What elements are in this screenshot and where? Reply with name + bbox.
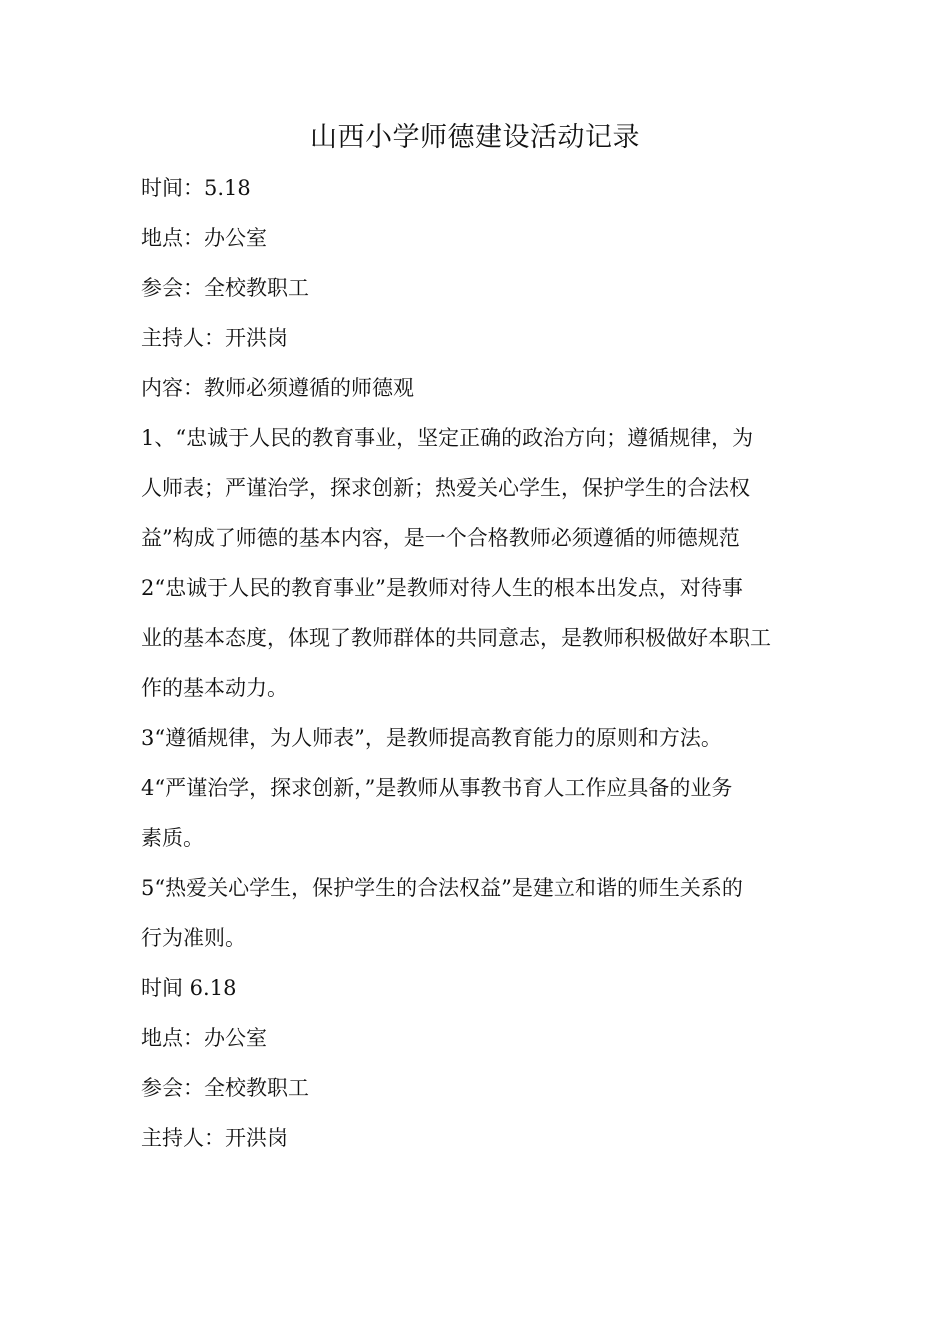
meeting2-time: 时间 6.18 <box>141 976 237 1000</box>
meeting2-host: 主持人：开洪岗 <box>141 1126 288 1150</box>
paragraph-line: 益”构成了师德的基本内容，是一个合格教师必须遵循的师德规范 <box>141 526 740 550</box>
paragraph-line: 素质。 <box>141 826 204 850</box>
paragraph-line: 2“忠诚于人民的教育事业”是教师对待人生的根本出发点，对待事 <box>141 576 743 600</box>
paragraph-line: 1、“忠诚于人民的教育事业，坚定正确的政治方向；遵循规律，为 <box>141 426 754 450</box>
meeting1-host: 主持人：开洪岗 <box>141 326 288 350</box>
meeting2-attendees: 参会：全校教职工 <box>141 1076 309 1100</box>
meeting2-location: 地点：办公室 <box>141 1026 267 1050</box>
paragraph-line: 人师表；严谨治学，探求创新；热爱关心学生，保护学生的合法权 <box>141 476 750 500</box>
paragraph-line: 3“遵循规律，为人师表”，是教师提高教育能力的原则和方法。 <box>141 726 722 750</box>
document-body <box>141 172 813 1172</box>
paragraph-line: 业的基本态度，体现了教师群体的共同意志，是教师积极做好本职工 <box>141 626 771 650</box>
meeting1-attendees: 参会：全校教职工 <box>141 276 309 300</box>
paragraph-line: 行为准则。 <box>141 926 246 950</box>
meeting1-location: 地点：办公室 <box>141 226 267 250</box>
paragraph-line: 5“热爱关心学生，保护学生的合法权益”是建立和谐的师生关系的 <box>141 876 743 900</box>
paragraph-line: 4“严谨治学，探求创新，”是教师从事教书育人工作应具备的业务 <box>141 776 733 800</box>
meeting1-content: 内容：教师必须遵循的师德观 <box>141 376 414 400</box>
meeting1-time: 时间：5.18 <box>141 176 251 200</box>
paragraph-line: 作的基本动力。 <box>141 676 288 700</box>
document-title: 山西小学师德建设活动记录 <box>310 122 640 153</box>
